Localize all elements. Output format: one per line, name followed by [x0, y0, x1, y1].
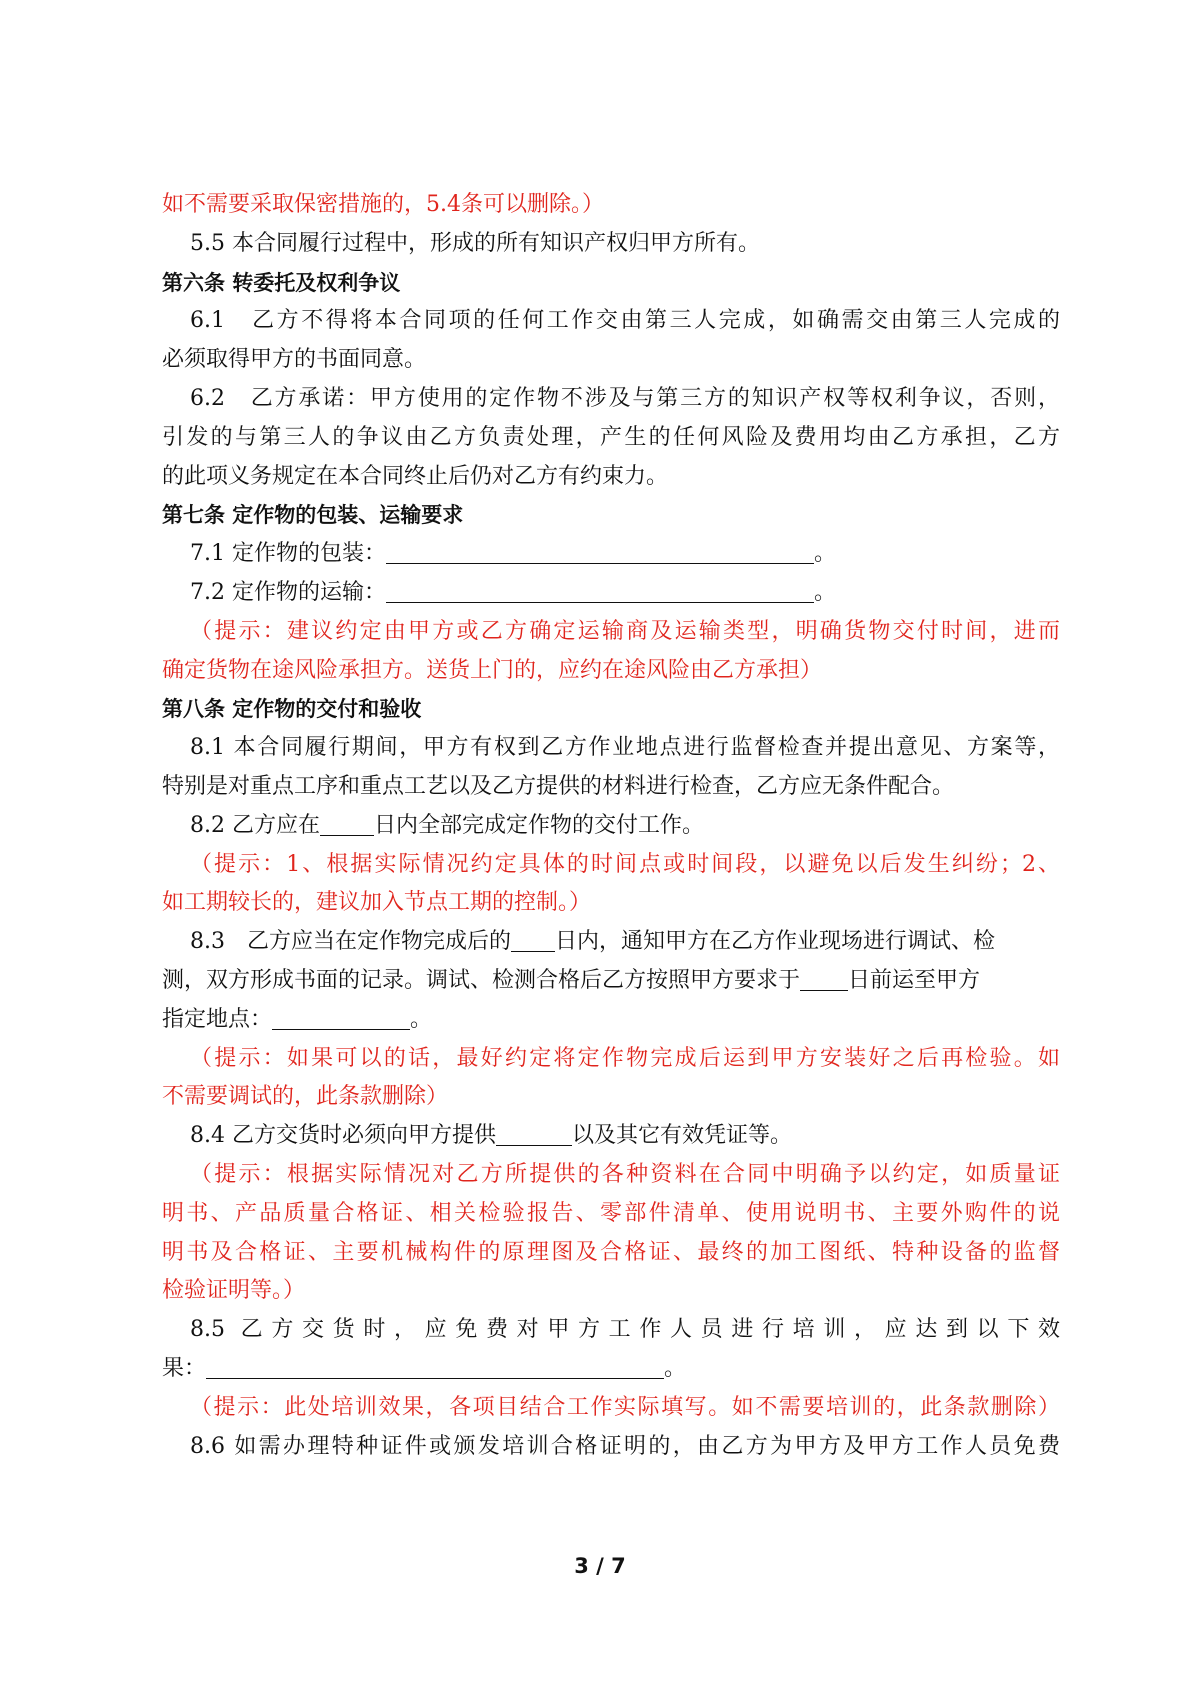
clause-8-5-text: 果： [162, 1355, 207, 1381]
note-line: 检验证明等。） [162, 1278, 306, 1304]
note-line: （提示：1、根据实际情况约定具体的时间点或时间段，以避免以后发生纠纷；2、 [190, 851, 1060, 877]
clause-8-4-label: 8.4 乙方交货时必须向甲方提供 [190, 1123, 496, 1149]
location-blank[interactable] [272, 1003, 410, 1030]
note-line: （提示：此处培训效果，各项目结合工作实际填写。如不需要培训的，此条款删除） [190, 1394, 1060, 1420]
days-blank[interactable] [511, 925, 555, 952]
clause-6-2-cont: 引发的与第三人的争议由乙方负责处理，产生的任何风险及费用均由乙方承担，乙方 [162, 424, 1060, 450]
clause-8-3-text: 日前运至甲方 [848, 967, 981, 993]
clause-8-3-text: 测，双方形成书面的记录。调试、检测合格后乙方按照甲方要求于 [162, 967, 801, 993]
contract-page [162, 186, 1060, 1466]
article-6-heading: 第六条 转委托及权利争议 [162, 270, 401, 295]
period: 。 [813, 541, 836, 567]
note-line: 确定货物在途风险承担方。送货上门的，应约在途风险由乙方承担） [162, 657, 823, 683]
clause-5-5: 5.5 本合同履行过程中，形成的所有知识产权归甲方所有。 [190, 230, 760, 256]
transport-blank[interactable] [386, 576, 814, 603]
clause-7-2-label: 7.2 定作物的运输： [190, 579, 386, 605]
clause-6-2: 6.2 乙方承诺：甲方使用的定作物不涉及与第三方的知识产权等权利争议，否则， [190, 385, 1060, 411]
period: 。 [813, 579, 836, 605]
clause-6-1-cont: 必须取得甲方的书面同意。 [162, 347, 427, 373]
clause-8-2-label: 8.2 乙方应在 [190, 812, 320, 838]
clause-8-3-text: 指定地点： [162, 1006, 273, 1032]
clause-8-3-cont [162, 962, 1060, 1001]
note-line: 如工期较长的，建议加入节点工期的控制。） [162, 890, 592, 916]
clause-8-4 [162, 1117, 1060, 1156]
note-line: （提示：建议约定由甲方或乙方确定运输商及运输类型，明确货物交付时间，进而 [190, 618, 1060, 644]
clause-8-1-cont: 特别是对重点工序和重点工艺以及乙方提供的材料进行检查，乙方应无条件配合。 [162, 773, 955, 799]
note-line: （提示：根据实际情况对乙方所提供的各种资料在合同中明确予以约定，如质量证 [190, 1161, 1060, 1187]
note-line: 明书及合格证、主要机械构件的原理图及合格证、最终的加工图纸、特种设备的监督 [162, 1239, 1060, 1265]
days-blank[interactable] [320, 809, 374, 836]
clause-6-1: 6.1 乙方不得将本合同项的任何工作交由第三人完成，如确需交由第三人完成的 [190, 308, 1060, 334]
clause-8-1: 8.1 本合同履行期间，甲方有权到乙方作业地点进行监督检查并提出意见、方案等， [190, 735, 1060, 761]
clause-6-2-end: 的此项义务规定在本合同终止后仍对乙方有约束力。 [162, 463, 669, 489]
period: 。 [410, 1006, 433, 1032]
clause-8-3-text: 日内，通知甲方在乙方作业现场进行调试、检 [555, 929, 996, 955]
clause-7-1-label: 7.1 定作物的包装： [190, 541, 386, 567]
note-line: （提示：如果可以的话，最好约定将定作物完成后运到甲方安装好之后再检验。如 [190, 1045, 1060, 1071]
clause-8-5: 8.5 乙方交货时，应免费对甲方工作人员进行培训，应达到以下效 [190, 1317, 1060, 1343]
page-number: 3 / 7 [574, 1554, 626, 1578]
clause-8-5-cont [162, 1350, 1060, 1389]
clause-8-2-text: 日内全部完成定作物的交付工作。 [373, 812, 704, 838]
date-blank[interactable] [800, 964, 848, 991]
clause-7-2 [162, 574, 1060, 613]
training-effect-blank[interactable] [206, 1352, 664, 1379]
period: 。 [664, 1355, 687, 1381]
documents-blank[interactable] [496, 1119, 572, 1146]
clause-8-3-label: 8.3 乙方应当在定作物完成后的 [190, 929, 511, 955]
article-7-heading: 第七条 定作物的包装、运输要求 [162, 503, 464, 528]
clause-8-3 [162, 923, 1060, 962]
packaging-blank[interactable] [386, 537, 814, 564]
clause-7-1 [162, 535, 1060, 574]
note-line: 明书、产品质量合格证、相关检验报告、零部件清单、使用说明书、主要外购件的说 [162, 1200, 1060, 1226]
clause-8-4-text: 以及其它有效凭证等。 [571, 1123, 792, 1149]
note-line: 不需要调试的，此条款删除） [162, 1084, 449, 1110]
clause-8-2 [162, 807, 1060, 846]
article-8-heading: 第八条 定作物的交付和验收 [162, 697, 422, 722]
clause-8-6: 8.6 如需办理特种证件或颁发培训合格证明的，由乙方为甲方及甲方工作人员免费 [190, 1433, 1060, 1459]
clause-8-3-end [162, 1001, 1060, 1040]
note-line: 如不需要采取保密措施的，5.4条可以删除。） [162, 192, 604, 217]
